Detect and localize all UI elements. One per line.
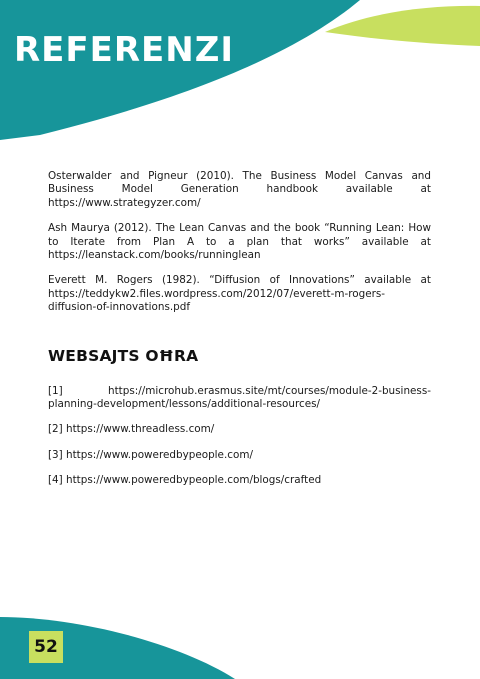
website-link-1[interactable]: [1] https://microhub.erasmus.site/mt/courses/module-2-business-planning-development/lessons/additional-resources/ (48, 384, 431, 411)
website-link-3[interactable]: [3] https://www.poweredbypeople.com/ (48, 448, 253, 461)
header-wave-decoration (0, 0, 480, 150)
website-link-2[interactable]: [2] https://www.threadless.com/ (48, 423, 215, 436)
reference-item: Everett M. Rogers (1982). “Diffusion of Innovations” available at https://teddykw2.files.wordpress.com/2012/07/everett-m-rogers-diffusion-of-innovations.pdf (48, 274, 431, 314)
websites-heading: WEBSAJTS OĦRA (48, 346, 199, 365)
content (48, 170, 431, 500)
reference-item: Ash Maurya (2012). The Lean Canvas and the book “Running Lean: How to Iterate from Plan A to a plan that works” available at https://leanstack.com/books/runninglean (48, 222, 431, 262)
page-title: REFERENZI (14, 30, 235, 70)
page-number: 52 (29, 631, 63, 663)
reference-item: Osterwalder and Pigneur (2010). The Business Model Canvas and Business Model Generation handbook available at https://www.strategyzer.com/ (48, 170, 431, 209)
website-link-4[interactable]: [4] https://www.poweredbypeople.com/blogs/crafted (48, 474, 322, 487)
